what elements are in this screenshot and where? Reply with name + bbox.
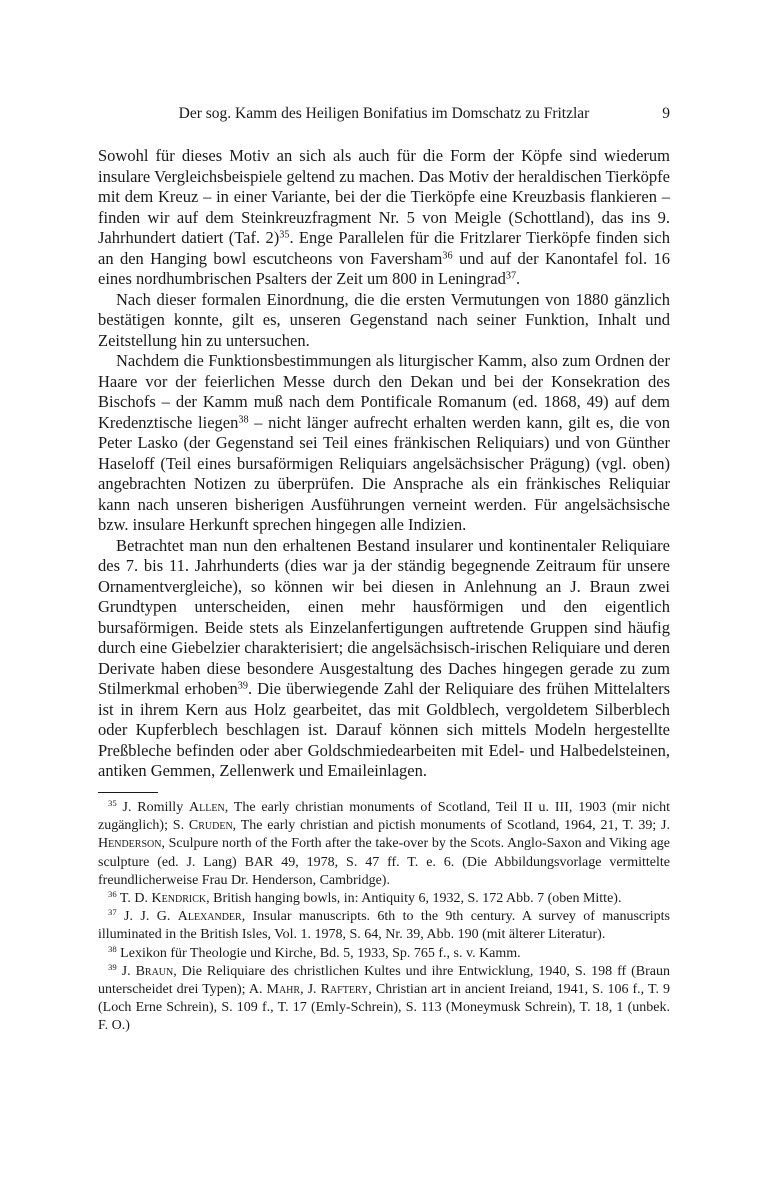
footnote-ref: 36 (442, 249, 453, 261)
footnote-separator (98, 792, 158, 793)
text-run: Nach dieser formalen Einordnung, die die ersten Vermutungen von 1880 gänzlich bestätigen konnte, gilt es, unseren Gegenstand nach seiner Funktion, Inhalt und Zeitstellung hin zu untersuchen. (98, 289, 670, 350)
text-run: J. (116, 963, 136, 979)
footnote (98, 963, 670, 1036)
text-run: . Enge Parallelen für die Fritzlarer Tierköpfe finden sich an den Hanging bowl escutcheons von Faversham (98, 228, 670, 268)
paragraph (98, 536, 670, 782)
text-run: , Insular manuscripts. 6th to the 9th century. A survey of manuscripts illuminated in the British Isles, Vol. 1. 1978, S. 64, Nr. 39, Abb. 190 (mit älterer Literatur). (98, 909, 670, 943)
paragraph (98, 351, 670, 536)
text-run: Betrachtet man nun den erhaltenen Bestand insularer und kontinentaler Reliquiare des 7. bis 11. Jahrhunderts (dies war ja der ständig begegnende Zeitraum für unsere Ornamentvergleiche), so können wir bei diesen in Anlehnung an J. Braun zwei Grundtypen unterscheiden, einen mehr hausförmigen und den eigentlich bursaförmigen. Beide stets als Einzelanfertigungen auftretende Gruppen sind häufig durch eine Giebelzier charakterisiert; die angelsächsisch-irischen Reliquiare und deren Derivate haben diese besondere Ausgestaltung des Daches hingegen gerade zu zum Stilmerkmal erhoben (98, 535, 670, 698)
page-number: 9 (662, 105, 670, 122)
author-name: Raftery (320, 982, 369, 998)
text-run: . Die überwiegende Zahl der Reliquiare des frühen Mittelalters ist in ihrem Kern aus Holz gearbeitet, das mit Goldblech, vergoldetem Silberblech oder Kupferblech beschlagen ist. Darauf können sich mittels Modeln hergestellte Preßbleche befinden oder aber Goldschmiedearbeiten mit Edel- und Halbedelsteinen, antiken Gemmen, Zellenwerk und Emaileinlagen. (98, 679, 670, 780)
footnote (98, 799, 670, 890)
text-run: , J. (300, 982, 321, 998)
text-run: J. J. G. (116, 909, 178, 925)
footnote (98, 945, 670, 963)
footnote-ref: 39 (108, 962, 117, 973)
author-name: Henderson (98, 836, 162, 852)
footnote-ref: 38 (108, 943, 117, 954)
paragraph (98, 146, 670, 290)
footnote-ref: 39 (237, 680, 248, 692)
footnote-ref: 37 (108, 907, 117, 918)
text-run: Lexikon für Theologie und Kirche, Bd. 5, 1933, Sp. 765 f., s. v. Kamm. (116, 945, 521, 961)
author-name: Kendrick (151, 891, 207, 907)
text-run: , The early christian monuments of Scotland, Teil II u. III, 1903 (mir nicht zugänglich); S. (98, 800, 670, 834)
author-name: Allen (189, 800, 225, 815)
author-name: Cruden (188, 818, 233, 834)
text-run: , British hanging bowls, in: Antiquity 6, 1932, S. 172 Abb. 7 (oben Mitte). (206, 891, 622, 907)
paragraph (98, 290, 670, 352)
body-text (98, 146, 670, 782)
author-name: Braun (135, 963, 174, 979)
text-run: – nicht länger aufrecht erhalten werden kann, gilt es, die von Peter Lasko (der Gegenstand sei Teil eines fränkischen Reliquiars) und von Günther Haseloff (Teil eines bursaförmigen Reliquiars angelsächsischer Prägung) (vgl. oben) angebrachten Notizen zu überprüfen. Die Ansprache als ein fränkisches Reliquiar kann nach unseren bisherigen Ausführungen verneint werden. Für angelsächsische bzw. insulare Herkunft sprechen hingegen alle Indizien. (98, 412, 670, 534)
footnote-ref: 35 (108, 798, 117, 809)
text-run: T. D. (116, 891, 152, 907)
footnote-ref: 36 (108, 889, 117, 900)
text-run: Nachdem die Funktionsbestimmungen als liturgischer Kamm, also zum Ordnen der Haare vor der feierlichen Messe durch den Dekan und bei der Konsekration des Bischofs – der Kamm muß nach dem Pontificale Romanum (ed. 1868, 49) auf dem Kredenztische liegen (98, 351, 670, 432)
footnote-ref: 38 (238, 413, 249, 425)
text-run: , Sculpure north of the Forth after the take-over by the Scots. Anglo-Saxon and Viking age sculpture (ed. J. Lang) BAR 49, 1978, S. 47 ff. T. e. 6. (Die Abbildungsvorlage vermittelte freundlicherweise Frau Dr. Henderson, Cambridge). (98, 836, 670, 888)
running-title: Der sog. Kamm des Heiligen Bonifatius im Domschatz zu Fritzlar (178, 105, 590, 122)
text-run: , The early christian and pictish monuments of Scotland, 1964, 21, T. 39; J. (232, 818, 671, 834)
text-run: J. Romilly (116, 800, 190, 815)
text-run: , Christian art in ancient Ireiand, 1941, S. 106 f., T. 9 (Loch Erne Schrein), S. 109 f., T. 17 (Emly-Schrein), S. 113 (Moneymusk Schrein), T. 18, 1 (unbek. F. O.) (98, 982, 670, 1034)
footnotes (98, 799, 670, 1036)
footnote (98, 908, 670, 944)
footnote (98, 890, 670, 908)
text-run: und auf der Kanontafel fol. 16 eines nordhumbrischen Psalters der Zeit um 800 in Leningrad (98, 248, 671, 288)
text-run: Sowohl für dieses Motiv an sich als auch für die Form der Köpfe sind wiederum insulare Vergleichsbeispiele geltend zu machen. Das Motiv der heraldischen Tierköpfe mit dem Kreuz – in einer Variante, bei der die Tierköpfe eine Kreuzbasis flankieren – finden wir auf dem Steinkreuzfragment Nr. 5 von Meigle (Schottland), das ins 9. Jahrhundert datiert (Taf. 2) (98, 146, 670, 247)
text-run: , Die Reliquiare des christlichen Kultes und ihre Entwicklung, 1940, S. 198 ff (Braun unterscheidet drei Typen); A. (98, 963, 671, 998)
author-name: Alexander (177, 909, 242, 925)
footnote-ref: 35 (279, 229, 290, 241)
footnote-ref: 37 (505, 270, 517, 282)
text-run: . (516, 269, 521, 288)
author-name: Mahr (266, 982, 301, 998)
